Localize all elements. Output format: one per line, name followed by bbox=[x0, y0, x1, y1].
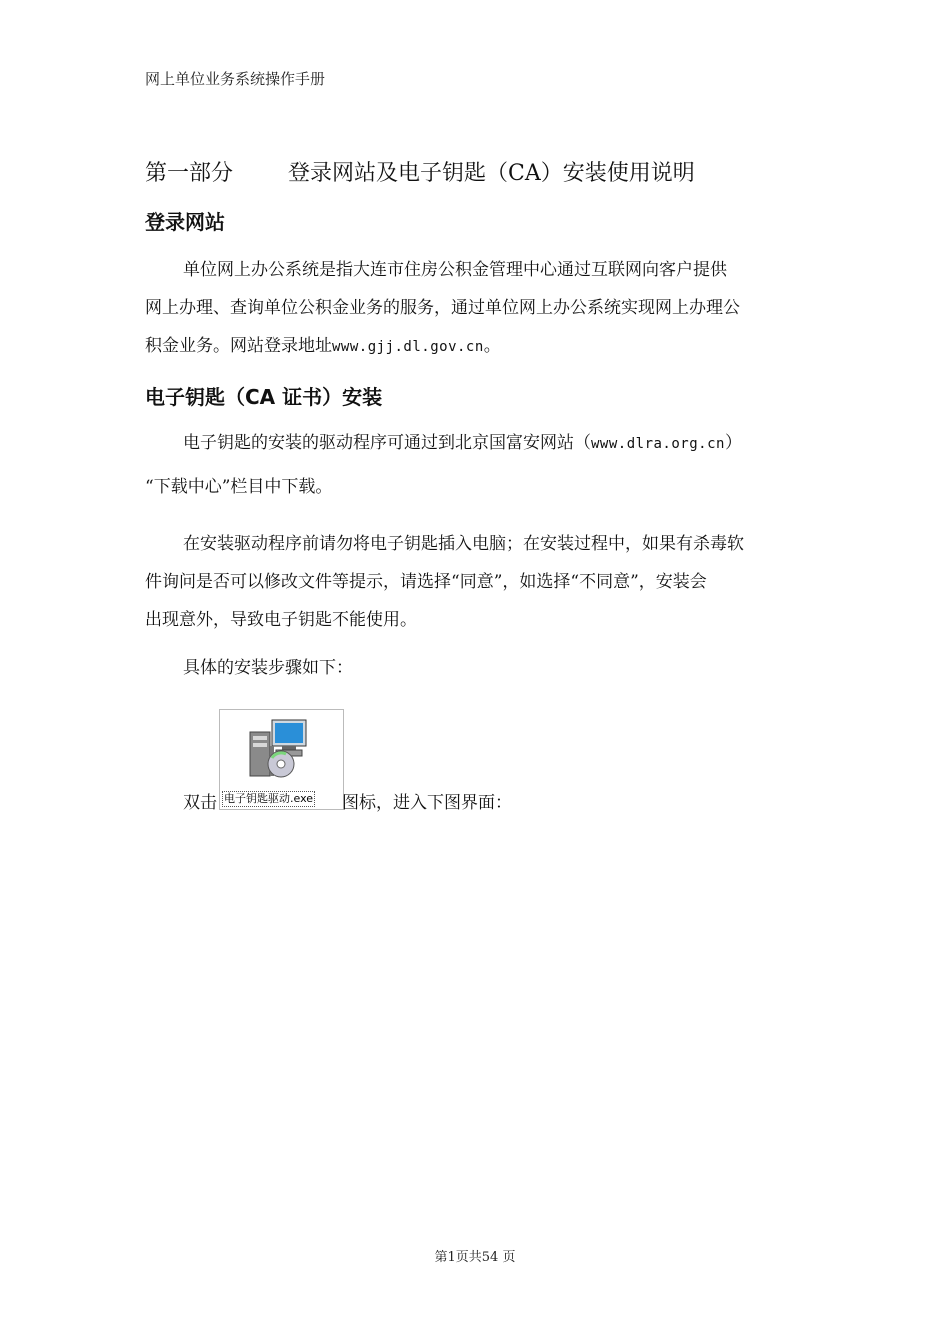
paragraph-text: 双击 bbox=[183, 793, 217, 813]
paragraph-line: 在安装驱动程序前请勿将电子钥匙插入电脑；在安装过程中，如果有杀毒软 bbox=[183, 534, 744, 554]
section-heading-login: 登录网站 bbox=[145, 210, 225, 234]
download-url: www.dlra.org.cn bbox=[591, 436, 725, 452]
installer-filename: 电子钥匙驱动.exe bbox=[224, 792, 314, 805]
paragraph-line: 出现意外，导致电子钥匙不能使用。 bbox=[145, 610, 417, 630]
download-paragraph bbox=[145, 424, 817, 506]
paragraph-line bbox=[145, 784, 817, 822]
part-title bbox=[145, 156, 695, 187]
paragraph-line: 单位网上办公系统是指大连市住房公积金管理中心通过互联网向客户提供 bbox=[183, 260, 727, 280]
paragraph-line bbox=[145, 327, 817, 365]
paragraph-text: 积金业务。网站登录地址 bbox=[145, 336, 332, 356]
document-header: 网上单位业务系统操作手册 bbox=[145, 70, 326, 88]
double-click-paragraph bbox=[145, 784, 817, 822]
login-paragraph bbox=[145, 251, 817, 365]
paragraph-line bbox=[145, 424, 817, 462]
steps-paragraph bbox=[145, 649, 817, 687]
section-heading-ca: 电子钥匙（CA 证书）安装 bbox=[145, 385, 383, 409]
page-number: 第1页共54 页 bbox=[434, 1250, 516, 1265]
paragraph-text: 。 bbox=[483, 336, 501, 356]
paragraph-text: 图标，进入下图界面： bbox=[342, 793, 512, 813]
part-title-text: 登录网站及电子钥匙（CA）安装使用说明 bbox=[288, 161, 695, 186]
paragraph-line: “下载中心”栏目中下载。 bbox=[145, 477, 333, 497]
paragraph-text: 电子钥匙的安装的驱动程序可通过到北京国富安网站（ bbox=[183, 433, 591, 453]
paragraph-text: ） bbox=[724, 433, 742, 453]
paragraph-line: 具体的安装步骤如下： bbox=[183, 658, 353, 678]
paragraph-line: 网上办理、查询单位公积金业务的服务，通过单位网上办公系统实现网上办理公 bbox=[145, 298, 740, 318]
website-url: www.gjj.dl.gov.cn bbox=[332, 339, 484, 355]
part-label: 第一部分 bbox=[145, 161, 234, 186]
installer-icon bbox=[220, 710, 343, 790]
paragraph-line: 件询问是否可以修改文件等提示，请选择“同意”，如选择“不同意”，安装会 bbox=[145, 572, 707, 592]
warning-paragraph bbox=[145, 525, 817, 639]
